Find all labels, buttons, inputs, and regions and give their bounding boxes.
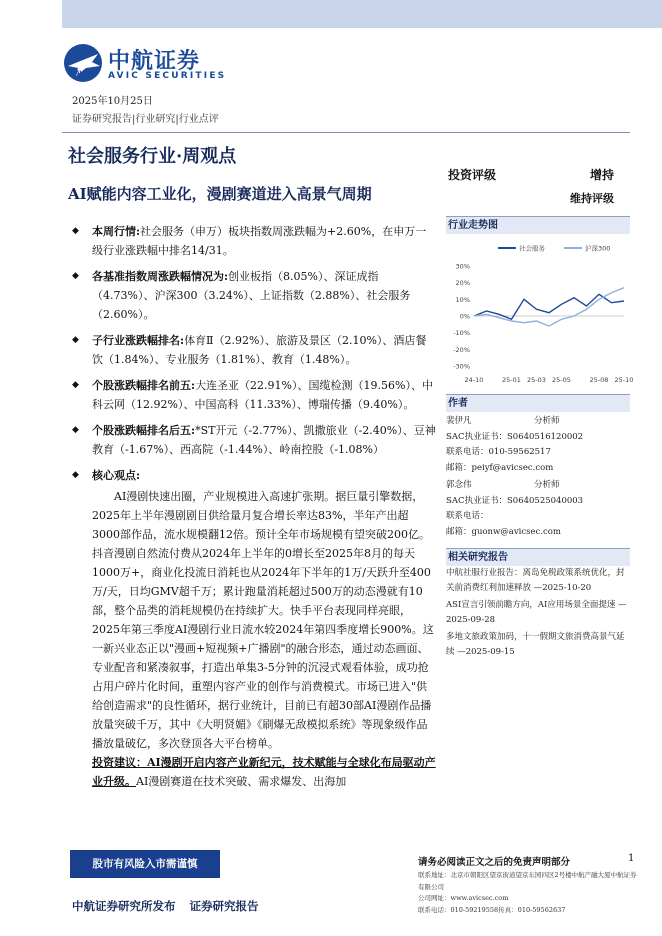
related-reports-list [446,566,630,662]
analyst-phone: 联系电话：010-59562517 [446,447,551,457]
bullet-head: 个股涨跌幅排名前五: [92,379,196,392]
disclaimer-note: 请务必阅读正文之后的免责声明部分 [418,857,571,868]
y-tick-label: -30% [453,362,470,371]
footer-publisher [72,898,273,914]
risk-warning-box: 股市有风险入市需谨慎 [70,850,220,878]
analyst-email[interactable]: 邮箱：guonw@avicsec.com [446,526,561,537]
analyst-email[interactable]: 邮箱：peiyf@avicsec.com [446,462,554,473]
y-tick-label: 10% [455,295,470,304]
logo-name-cn: 中航证券 [108,49,201,74]
bullet-head: 核心观点: [92,469,141,482]
rating-label: 投资评级 [448,168,497,182]
analyst-name: 郭念伟 [446,480,472,490]
top-color-band [62,0,662,28]
chart-x-axis [465,376,634,384]
bullet-text: 大连圣亚（22.91%）、国缆检测（19.56%）、中科云网（12.92%）、中国高科（11.33%）、博瑞传播（9.40%）。 [92,379,433,411]
investment-advice-text: AI漫剧赛道在技术突破、需求爆发、出海加 [136,775,347,788]
contact-website[interactable]: 公司网址：www.avicsec.com [418,894,509,902]
chart-y-axis [453,263,624,371]
x-tick-label: 24-10 [464,376,484,384]
chart-legend [498,244,610,253]
trend-chart-title: 行业走势图 [446,216,630,234]
report-type: 证券研究报告 [189,899,259,913]
bullet-sub-industry [70,331,436,369]
related-reports-title: 相关研究报告 [446,548,630,566]
page-number: 1 [628,853,635,864]
contact-info [418,870,638,916]
diamond-bullet-icon: ◆ [72,380,79,390]
x-tick-label: 25-05 [552,376,571,384]
diamond-bullet-icon: ◆ [72,335,79,345]
header-divider [62,132,630,133]
analyst-role: 分析师 [534,416,560,426]
bullet-bottom-five [70,421,436,459]
analyst-name: 裴伊凡 [446,416,472,426]
company-logo [62,42,232,86]
bullet-benchmark-indices [70,267,436,324]
analyst-sac: SAC执业证书：S0640516120002 [446,431,584,442]
legend-label: 社会服务 [519,244,545,253]
report-subtitle: AI赋能内容工业化，漫剧赛道进入高景气周期 [68,185,372,203]
chart-series [474,288,624,326]
bullet-text: 创业板指（8.05%）、深证成指（4.73%）、沪深300（3.24%）、上证指数（2.88%）、社会服务（2.60%）。 [92,270,411,321]
diamond-bullet-icon: ◆ [72,425,79,435]
x-tick-label: 25-01 [502,376,521,384]
x-tick-label: 25-08 [589,376,609,384]
y-tick-label: -10% [453,329,470,338]
logo-mark-text: AVIC [75,70,91,77]
related-report-item[interactable]: ASI宣言引领前瞻方向，AI应用场景全面提速 —2025-09-28 [446,600,627,625]
analyst-role: 分析师 [534,480,560,490]
bullet-weekly-market [70,222,436,260]
y-tick-label: 30% [455,262,470,271]
y-tick-label: 0% [459,312,470,321]
diamond-bullet-icon: ◆ [72,226,79,236]
industry-trend-chart [446,238,634,390]
contact-phone: 联系电话：010-59219558传真：010-59562637 [418,905,566,914]
diamond-bullet-icon: ◆ [72,470,79,480]
bullet-head: 个股涨跌幅排名后五: [92,424,196,437]
rating-note: 维持评级 [570,192,614,205]
report-breadcrumb: 证券研究报告|行业研究|行业点评 [72,114,219,125]
bullet-head: 本周行情: [92,225,141,238]
bullet-core-view [70,466,436,485]
investment-advice [70,753,436,791]
bullet-head: 各基准指数周涨跌幅情况为: [92,270,229,283]
report-title: 社会服务行业·周观点 [68,146,237,167]
related-report-item[interactable]: 多地文旅政策加码，十一假期文旅消费高景气延续 —2025-09-15 [446,632,625,657]
rating-value: 增持 [590,168,615,182]
avic-logo-icon [62,42,104,84]
logo-name-en: AVIC SECURITIES [108,71,227,81]
contact-address: 联系地址：北京市朝阳区望京街道望京东园四区2号楼中航产融大厦中航证券有限公司 [418,871,637,891]
bullet-text: *ST开元（-2.77%）、凯撒旅业（-2.40%）、豆神教育（-1.67%）、西高院（-1.44%）、岭南控股（-1.08%） [92,424,436,456]
analyst-sac: SAC执业证书：S0640525040003 [446,495,584,506]
report-date: 2025年10月25日 [72,96,153,107]
publisher-name: 中航证券研究所发布 [72,899,176,913]
x-tick-label: 25-10 [614,376,634,384]
bullet-text: 社会服务（申万）板块指数周涨跌幅为+2.60%，在申万一级行业涨跌幅中排名14/31。 [92,225,427,257]
bullet-head: 子行业涨跌幅排名: [92,334,185,347]
x-tick-label: 25-03 [527,376,546,384]
bullet-text: 体育Ⅱ（2.92%）、旅游及景区（2.10%）、酒店餐饮（1.84%）、专业服务（1.81%）、教育（1.48%）。 [92,334,427,366]
core-view-paragraph: AI漫剧快速出圈，产业规模进入高速扩张期。据巨量引擎数据，2025年上半年漫剧剧目供给量月复合增长率达83%，半年产出超3000部作品，流水规模翻12倍。预计全年市场规模有望突破200亿。抖音漫剧自然流付费从2024年上半年的0增长至2025年8月的每天1000万+，商业化投流日消耗也从2024年下半年的1万/天跃升至400万/天，日均GMV超千万；累计跑量消耗超过500万的动态漫就有10部，整个品类的消耗规模仍在持续扩大。快手平台表现同样亮眼，2025年第三季度AI漫剧行业日流水较2024年第四季度增长900%。这一新兴业态正以"漫画+短视频+广播剧"的融合形态，通过动态画面、专业配音和紧凑叙事，打造出单集3-5分钟的沉浸式观看体验，成功抢占用户碎片化时间，重塑内容产业的创作与消费模式。市场已进入"供给创造需求"的良性循环，据行业统计，目前已有超30部AI漫剧作品播放量突破千万，其中《大明贤媚》《刷爆无敌模拟系统》等现象级作品播放量破亿，多次登顶各大平台榜单。 [92,490,434,750]
y-tick-label: -20% [453,345,470,354]
analyst-phone: 联系电话： [446,511,489,521]
related-report-item[interactable]: 中航社服行业报告：离岛免税政策系统优化，封关前消费红利加速释放 —2025-10-20 [446,568,625,593]
legend-label: 沪深300 [585,244,611,253]
summary-bullets [70,222,436,791]
series-line-沪深300 [474,288,624,326]
investment-advice-head: 投资建议：AI漫剧开启内容产业新纪元，技术赋能与全球化布局驱动产业升级。 [92,756,436,788]
bullet-top-five [70,376,436,414]
y-tick-label: 20% [455,279,470,288]
analyst-card [446,414,630,476]
analysts-title: 作者 [446,394,630,412]
diamond-bullet-icon: ◆ [72,271,79,281]
analyst-card [446,478,630,540]
